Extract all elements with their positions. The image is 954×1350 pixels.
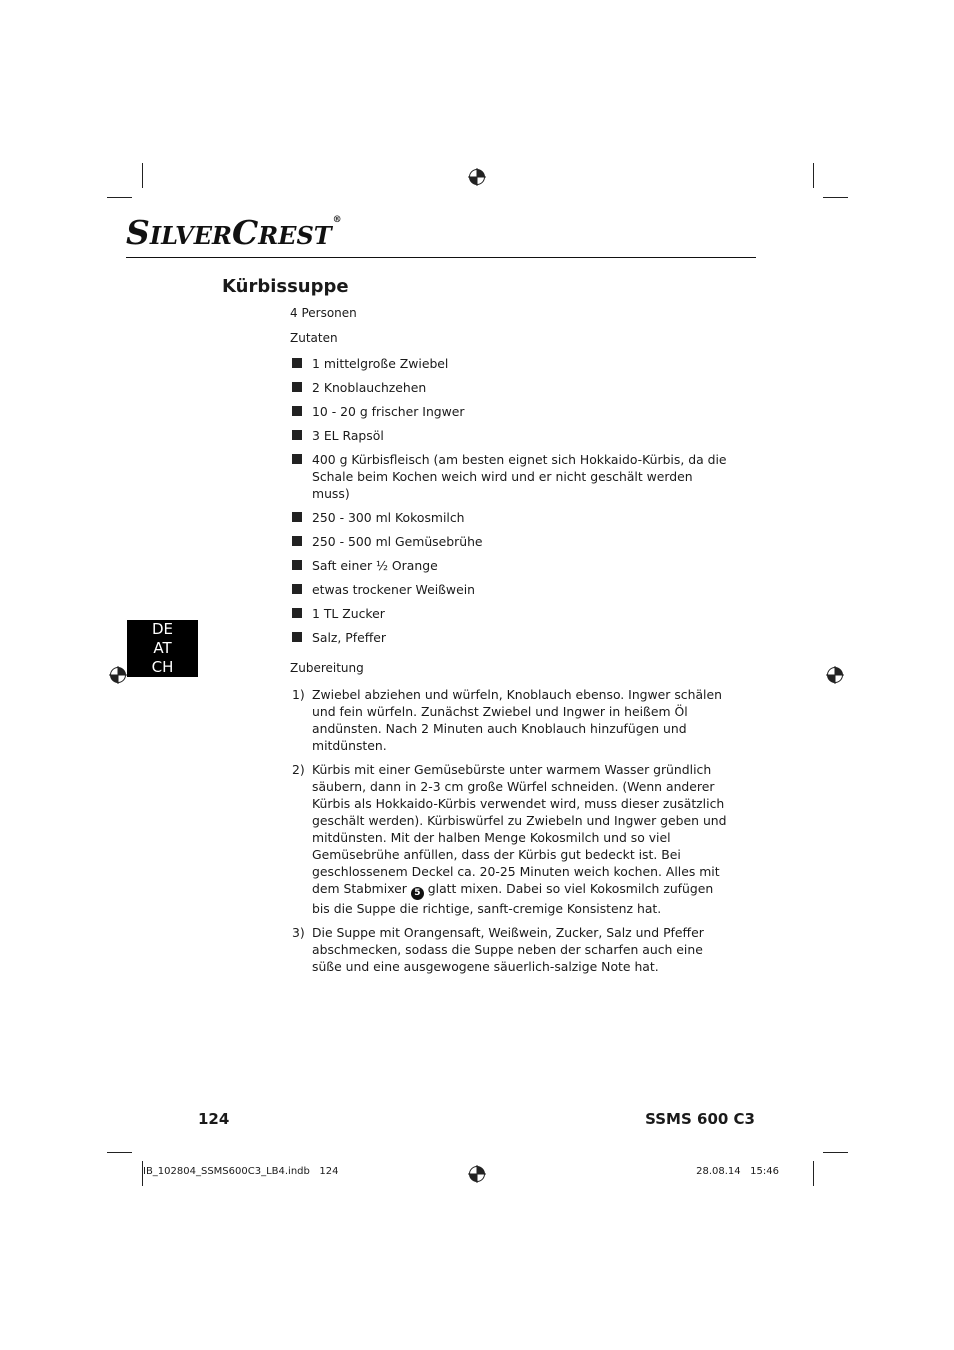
list-item: etwas trockener Weißwein bbox=[292, 581, 732, 598]
bullet-square-icon bbox=[292, 382, 302, 392]
preparation-steps bbox=[292, 686, 732, 982]
list-item: 10 - 20 g frischer Ingwer bbox=[292, 403, 732, 420]
header-rule bbox=[126, 257, 756, 258]
bullet-square-icon bbox=[292, 536, 302, 546]
print-file-info: IB_102804_SSMS600C3_LB4.indb 124 bbox=[143, 1166, 339, 1177]
bullet-square-icon bbox=[292, 358, 302, 368]
bullet-square-icon bbox=[292, 608, 302, 618]
crop-mark bbox=[823, 197, 848, 198]
bullet-square-icon bbox=[292, 430, 302, 440]
preparation-heading: Zubereitung bbox=[290, 661, 364, 675]
list-item: 1 mittelgroße Zwiebel bbox=[292, 355, 732, 372]
crop-mark bbox=[107, 1152, 132, 1153]
crop-mark bbox=[813, 163, 814, 188]
list-item: 3) Die Suppe mit Orangensaft, Weißwein, Zucker, Salz und Pfeffer abschmecken, sodass die Suppe neben der scharfen auch eine süße und eine ausgewogene säuerlich-salzige Note hat. bbox=[292, 925, 704, 974]
model-number: SSMS 600 C3 bbox=[645, 1110, 755, 1128]
list-item: 1 TL Zucker bbox=[292, 605, 732, 622]
list-item: 2) Kürbis mit einer Gemüsebürste unter warmem Wasser gründlich säubern, dann in 2-3 cm große Würfel schneiden. (Wenn anderer Kürbis als Hokkaido-Kürbis verwendet wird, muss dieser zusätzlich geschält werden). Kürbiswürfel zu Zwiebeln und Ingwer geben und mitdünsten. Mit der halben Menge Kokosmilch und so viel Gemüsebrühe anfüllen, dass der Kürbis gut bedeckt ist. Bei geschlossenem Deckel ca. 20-25 Minuten weich kochen. Alles mit dem Stabmixer 5 glatt mixen. Dabei so viel Kokosmilch zufügen bis die Suppe die richtige, sanft-cremige Konsistenz hat. bbox=[292, 762, 727, 916]
list-item: Saft einer ½ Orange bbox=[292, 557, 732, 574]
bullet-square-icon bbox=[292, 512, 302, 522]
list-item: 250 - 500 ml Gemüsebrühe bbox=[292, 533, 732, 550]
page-number: 124 bbox=[198, 1110, 230, 1128]
servings: 4 Personen bbox=[290, 306, 357, 320]
bullet-square-icon bbox=[292, 454, 302, 464]
list-item: 250 - 300 ml Kokosmilch bbox=[292, 509, 732, 526]
language-tab: DE AT CH bbox=[127, 620, 198, 677]
page-title: Kürbissuppe bbox=[222, 276, 349, 297]
ingredients-list bbox=[292, 355, 732, 653]
list-item: 400 g Kürbisfleisch (am besten eignet sich Hokkaido-Kürbis, da die Schale beim Kochen weich wird und er nicht geschält werden muss) bbox=[292, 451, 732, 502]
list-item: 1) Zwiebel abziehen und würfeln, Knoblauch ebenso. Ingwer schälen und fein würfeln. Zunächst Zwiebel und Ingwer in heißem Öl andünsten. Nach 2 Minuten auch Knoblauch hinzufügen und mitdünsten. bbox=[292, 687, 722, 753]
brand-logo: SILVERCREST® bbox=[126, 213, 342, 252]
crop-mark bbox=[823, 1152, 848, 1153]
list-item: 2 Knoblauchzehen bbox=[292, 379, 732, 396]
crop-mark bbox=[813, 1161, 814, 1186]
bullet-square-icon bbox=[292, 584, 302, 594]
crop-mark bbox=[142, 163, 143, 188]
bullet-square-icon bbox=[292, 632, 302, 642]
crop-mark bbox=[107, 197, 132, 198]
ingredients-heading: Zutaten bbox=[290, 331, 338, 345]
registration-mark-icon bbox=[468, 1165, 486, 1183]
list-item: 3 EL Rapsöl bbox=[292, 427, 732, 444]
registration-mark-icon bbox=[109, 666, 127, 684]
bullet-square-icon bbox=[292, 560, 302, 570]
list-item: Salz, Pfeffer bbox=[292, 629, 732, 646]
registration-mark-icon bbox=[826, 666, 844, 684]
bullet-square-icon bbox=[292, 406, 302, 416]
reference-number-icon: 5 bbox=[411, 887, 424, 900]
print-date: 28.08.14 15:46 bbox=[696, 1166, 779, 1177]
registration-mark-icon bbox=[468, 168, 486, 186]
